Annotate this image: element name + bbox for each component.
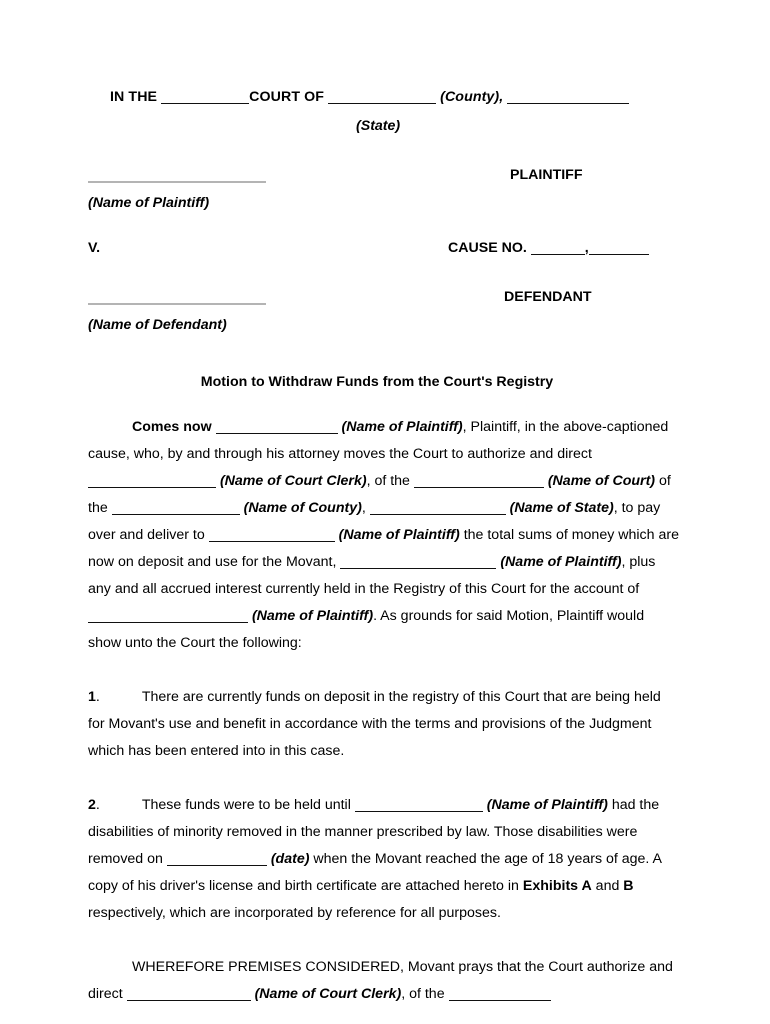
plaintiff-name-caption: (Name of Plaintiff) bbox=[88, 195, 210, 211]
opening-label-county: (Name of County) bbox=[239, 500, 362, 516]
opening-text-6: the total sums of money which are now on deposit and use for the Movant, bbox=[88, 527, 679, 570]
item-2-blank-plaintiff[interactable] bbox=[355, 811, 483, 812]
cause-number-blank-1[interactable] bbox=[531, 254, 585, 255]
item-2-label-date: (date) bbox=[266, 851, 310, 867]
item-2-text-4: and bbox=[591, 878, 624, 894]
numbered-item-1 bbox=[88, 684, 680, 765]
opening-label-plaintiff-1: (Name of Plaintiff) bbox=[337, 419, 463, 435]
versus-label: V. bbox=[88, 240, 101, 256]
opening-text-2: , of the bbox=[366, 473, 414, 489]
item-2-text-3: when the Movant reached the age of 18 years of age. A copy of his driver's license and birth certificate are attached hereto in bbox=[88, 851, 662, 894]
item-2-blank-date[interactable] bbox=[167, 865, 267, 866]
plaintiff-side-label: PLAINTIFF bbox=[510, 167, 583, 183]
opening-blank-plaintiff-4[interactable] bbox=[88, 622, 248, 623]
item-1-text: There are currently funds on deposit in the registry of this Court that are being held for Movant's use and benefit in accordance with the terms and provisions of the Judgment which has been entered into in this case. bbox=[88, 689, 661, 759]
item-1-number: 1 bbox=[88, 689, 96, 705]
cause-number-separator: , bbox=[584, 240, 589, 256]
court-name-blank[interactable] bbox=[161, 103, 249, 104]
item-1-number-suffix: . bbox=[95, 689, 100, 705]
wherefore-blank-court[interactable] bbox=[449, 1000, 551, 1001]
opening-blank-court-clerk[interactable] bbox=[88, 487, 216, 488]
defendant-name-caption: (Name of Defendant) bbox=[88, 317, 227, 333]
opening-label-court-clerk: (Name of Court Clerk) bbox=[216, 473, 367, 489]
opening-blank-court[interactable] bbox=[414, 487, 544, 488]
page-title: Motion to Withdraw Funds from the Court's Registry bbox=[200, 374, 554, 390]
opening-blank-plaintiff-2[interactable] bbox=[209, 541, 335, 542]
exhibit-a-reference: Exhibits A bbox=[522, 878, 592, 894]
opening-blank-county[interactable] bbox=[112, 514, 240, 515]
cause-number-group bbox=[448, 235, 649, 262]
opening-blank-plaintiff-1[interactable] bbox=[216, 433, 338, 434]
court-caption-line bbox=[88, 84, 680, 111]
wherefore-text-1: WHEREFORE PREMISES CONSIDERED, Movant prays that the Court authorize and direct bbox=[88, 959, 673, 1002]
plaintiff-caption-row bbox=[88, 162, 680, 189]
caption-state-label: (State) bbox=[356, 118, 401, 134]
opening-label-court: (Name of Court) bbox=[543, 473, 656, 489]
opening-label-plaintiff-3: (Name of Plaintiff) bbox=[496, 554, 622, 570]
opening-text-7: , plus any and all accrued interest currently held in the Registry of this Court for the account of bbox=[88, 554, 656, 597]
item-2-number: 2 bbox=[88, 797, 96, 813]
document-body bbox=[88, 84, 680, 1008]
defendant-side-label: DEFENDANT bbox=[504, 289, 592, 305]
wherefore-text-2: , of the bbox=[401, 986, 449, 1002]
county-blank[interactable] bbox=[328, 103, 436, 104]
versus-row bbox=[88, 235, 680, 262]
opening-text-5: , to pay over and deliver to bbox=[88, 500, 661, 543]
caption-court-of-label: COURT OF bbox=[249, 89, 329, 105]
wherefore-label-court-clerk: (Name of Court Clerk) bbox=[250, 986, 402, 1002]
opening-label-plaintiff-2: (Name of Plaintiff) bbox=[334, 527, 460, 543]
state-blank[interactable] bbox=[507, 103, 629, 104]
opening-blank-plaintiff-3[interactable] bbox=[340, 568, 496, 569]
caption-county-label: (County), bbox=[436, 89, 508, 105]
opening-blank-state[interactable] bbox=[370, 514, 506, 515]
defendant-caption-row bbox=[88, 284, 680, 311]
item-2-text-5: respectively, which are incorporated by reference for all purposes. bbox=[88, 905, 501, 921]
opening-text-8: . As grounds for said Motion, Plaintiff would show unto the Court the following: bbox=[88, 608, 645, 651]
opening-label-state: (Name of State) bbox=[505, 500, 614, 516]
opening-text-4: , bbox=[361, 500, 370, 516]
cause-number-blank-2[interactable] bbox=[589, 254, 649, 255]
defendant-name-rule[interactable] bbox=[88, 303, 266, 305]
exhibit-b-reference: B bbox=[623, 878, 634, 894]
opening-paragraph bbox=[88, 414, 680, 657]
item-2-text-1: These funds were to be held until bbox=[141, 797, 355, 813]
item-2-text-2: had the disabilities of minority removed in the manner prescribed by law. Those disabilities were removed on bbox=[88, 797, 660, 867]
caption-in-the-label: IN THE bbox=[110, 89, 162, 105]
cause-number-label: CAUSE NO. bbox=[448, 240, 531, 256]
plaintiff-name-rule[interactable] bbox=[88, 181, 266, 183]
wherefore-paragraph bbox=[88, 954, 680, 1008]
opening-label-plaintiff-4: (Name of Plaintiff) bbox=[248, 608, 374, 624]
opening-text-3: of the bbox=[88, 473, 671, 516]
comes-now-label: Comes now bbox=[132, 419, 212, 435]
item-2-label-plaintiff: (Name of Plaintiff) bbox=[482, 797, 608, 813]
wherefore-blank-court-clerk[interactable] bbox=[127, 1000, 251, 1001]
numbered-item-2 bbox=[88, 792, 680, 927]
item-2-number-suffix: . bbox=[95, 797, 100, 813]
opening-text-1: , Plaintiff, in the above-captioned cause, who, by and through his attorney moves the Court to authorize and direct bbox=[88, 419, 669, 462]
